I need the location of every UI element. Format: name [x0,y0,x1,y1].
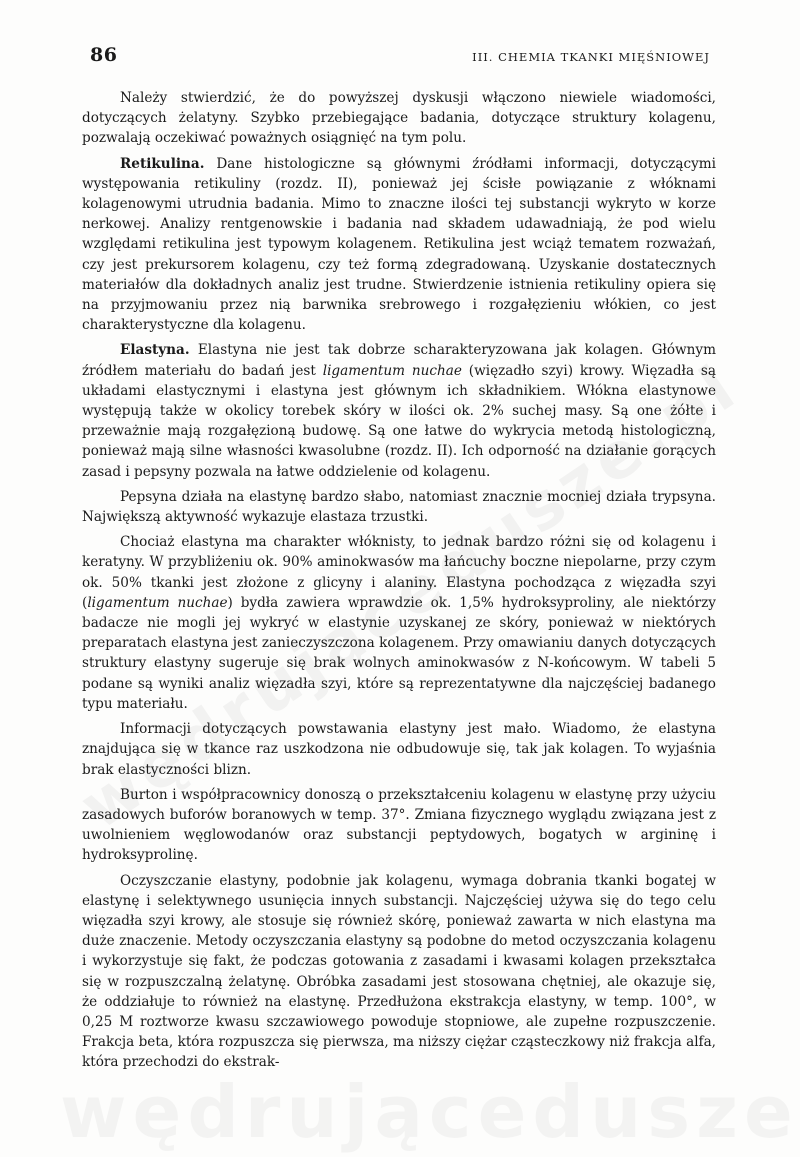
page-number: 86 [90,44,118,66]
paragraph-intro [82,88,716,149]
paragraph-text: Oczyszczanie elastyny, podobnie jak kolagenu, wymaga dobrania tkanki bogatej w elastynę i selektywnego usunięcia innych substancji. Najczęściej używa się do tego celu więzadła szyi krowy, ale stosuje się również skórę, ponieważ zawarta w nich elastyna ma duże znaczenie. Metody oczyszczania elastyny są podobne do metod oczyszczania kolagenu i wykorzystuje się fakt, że podczas gotowania z zasadami i kwasami kolagen przekształca się w rozpuszczalną żelatynę. Obróbka zasadami jest stosowana chętniej, ale okazuje się, że oddziałuje to również na elastynę. Przedłużona ekstrakcja elastyny, w temp. 100°, w 0,25 M roztworze kwasu szczawiowego powoduje stopniowe, ale zupełne rozpuszczenie. Frakcja beta, która rozpuszcza się pierwsza, ma niższy ciężar cząsteczkowy niż frakcja alfa, która przechodzi do ekstrak- [82,872,716,1071]
paragraph-text: Należy stwierdzić, że do powyższej dyskusji włączono niewiele wiadomości, dotyczących żelatyny. Szybko przebiegające badania, dotyczące struktury kolagenu, pozwalają oczekiwać poważnych osiągnięć na tym polu. [82,90,716,147]
body-text [82,88,716,1073]
page-header [82,44,710,74]
paragraph-pepsyna [82,487,716,527]
paragraph-text: Elastyna nie jest tak dobrze scharakteryzowana jak kolagen. Głównym źródłem materiału do badań jest [82,342,716,379]
paragraph-text: (więzadło szyi) krowy. Więzadła są układami elastycznymi i elastyna jest głównym ich składnikiem. Włókna elastynowe występują także w okolicy torebek skóry w ilości ok. 2% suchej masy. Są one żółte i przeważnie mają rozgałęzioną budowę. Są one łatwe do wykrycia metodą histologiczną, ponieważ mają silne własności kwasolubne (rozdz. II). Ich odporność na działanie gorących zasad i pepsyny pozwala na łatwe oddzielenie od kolagenu. [82,362,716,480]
watermark-bottom [60,1070,800,1154]
paragraph-text: Burton i współpracownicy donoszą o przekształceniu kolagenu w elastynę przy użyciu zasadowych buforów boranowych w temp. 37°. Zmiana fizycznego wyglądu związana jest z uwolnieniem węglowodanów oraz substancji peptydowych, bogatych w argininę i hydroksyprolinę. [82,786,716,864]
latin-term: ligamentum nuchae [322,362,462,379]
paragraph-powstawanie [82,719,716,780]
paragraph-text: Dane histologiczne są głównymi źródłami informacji, dotyczącymi występowania retikuliny (rozdz. II), ponieważ jej ścisłe powiązanie z włóknami kolagenowymi utrudnia badania. Mimo to znaczne ilości tej substancji wykryto w korze nerkowej. Analizy rentgenowskie i badania nad składem udawadniają, że pod wielu względami retikulina jest typowym kolagenem. Retikulina jest wciąż tematem rozważań, czy jest prekursorem kolagenu, czy też formą zdegradowaną. Uzyskanie dostatecznych materiałów dla dokładnych analiz jest trudne. Stwierdzenie istnienia retikuliny opiera się na przyjmowaniu przez nią barwnika srebrowego i rozgałęzieniu włókien, co jest charakterystyczne dla kolagenu. [82,155,716,334]
section-lead-elastyna: Elastyna. [120,342,190,359]
paragraph-text: ) bydła zawiera wprawdzie ok. 1,5% hydroksyproliny, ale niektórzy badacze nie mogli jej wykryć w elastynie uzyskanej ze skóry, ponieważ w niektórych preparatach elastyna jest zanieczyszczona kolagenem. Przy omawianiu danych dotyczących struktury elastyny sugeruje się brak wolnych aminokwasów z N-końcowym. W tabeli 5 podane są wyniki analiz więzadła szyi, które są reprezentatywne dla najczęściej badanego typu materiału. [82,594,716,712]
paragraph-aminokwasy [82,532,716,714]
paragraph-retikulina [82,154,716,336]
running-head: III. CHEMIA TKANKI MIĘŚNIOWEJ [472,50,710,64]
paragraph-text: Pepsyna działa na elastynę bardzo słabo, natomiast znacznie mocniej działa trypsyna. Największą aktywność wykazuje elastaza trzustki. [82,488,716,526]
paragraph-burton [82,785,716,866]
paragraph-text: Chociaż elastyna ma charakter włóknisty, to jednak bardzo różni się od kolagenu i keratyny. W przybliżeniu ok. 90% aminokwasów ma łańcuchy boczne niepolarne, przy czym ok. 50% tkanki jest złożone z glicyny i alaniny. Elastyna pochodząca z więzadła szyi ( [82,534,716,611]
section-lead-retikulina: Retikulina. [120,155,205,172]
latin-term: ligamentum nuchae [87,594,228,611]
paragraph-text: Informacji dotyczących powstawania elastyny jest mało. Wiadomo, że elastyna znajdująca się w tkance raz uszkodzona nie odbudowuje się, tak jak kolagen. To wyjaśnia brak elastyczności blizn. [82,721,716,778]
paragraph-oczyszczanie [82,871,716,1073]
paragraph-elastyna [82,340,716,481]
